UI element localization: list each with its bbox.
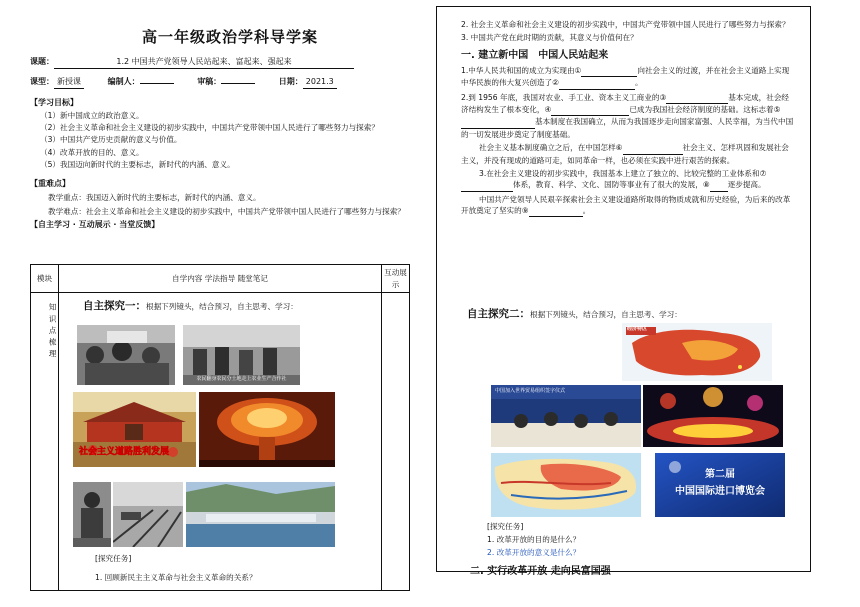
photo-caption-land: 农民翻身农民分土地走上农业生产合作社 <box>196 375 287 382</box>
page-title: 高一年级政治学科导学案 <box>141 28 318 46</box>
photo-zone-label: 经济特区 <box>627 326 648 332</box>
photo-wto-text: 中国加入世界贸易组织签字仪式 <box>495 388 566 394</box>
col-content-header: 自学内容 学法指导 随堂笔记 <box>59 265 382 292</box>
interact-cell <box>382 293 409 590</box>
photo-fireworks-stadium <box>643 385 783 447</box>
study-table <box>30 264 410 591</box>
section-heading-2: 二. 实行改革开放 走向民富国强 <box>470 566 611 577</box>
blank-8 <box>710 179 728 191</box>
photo-dam-reservoir <box>186 482 335 547</box>
fill-paragraph-2: 2.到 1956 年底，我国对农业、手工业、资本主义工商业的③ 基本完成，社会经济结构发生了根本变化，④ 已成为我国社会经济制度的基础。这标志着⑤ 基本制度在我国确立，从而为我国逐步走向国家富强、人民幸福，为当代中国的一切发展进步奠定了制度基础。 <box>461 92 794 139</box>
photo-land-reform-crowd <box>77 325 175 385</box>
photo-special-zone-map <box>622 323 772 381</box>
explore-two-title: 自主探究二：根据下列镜头，结合预习，自主思考、学习： <box>467 308 682 320</box>
goals-heading: 【学习目标】 <box>30 97 78 107</box>
blank-1 <box>581 65 637 77</box>
explore-one-title: 自主探究一：根据下列镜头，结合预习，自主思考、学习： <box>83 300 298 312</box>
goal-item: （2）社会主义革命和社会主义建设的初步实践中，中国共产党带领中国人民进行了哪些努力与探索？ <box>40 122 379 132</box>
photo-railway-yard <box>113 482 183 547</box>
col-interact-header: 互动展示 <box>384 268 407 289</box>
course-info-line: 课型： 新授课 编制人： 审稿： 日期： 2021.3 <box>30 76 430 89</box>
reviewer-blank <box>221 83 255 84</box>
goal-item: （3）中国共产党历史贡献的意义与价值。 <box>40 135 182 145</box>
course-type-value: 新授课 <box>54 76 84 89</box>
table-header <box>31 265 409 293</box>
right-column <box>436 6 836 596</box>
explore-task-1: 1. 回顾新民主主义革命与社会主义革命的关系？ <box>95 573 257 582</box>
key-points-heading: 【重难点】 <box>30 179 70 189</box>
col-module-header: 模块 <box>31 265 59 292</box>
module-name: 知识点梳理 <box>31 293 59 590</box>
right-content-box <box>436 6 811 572</box>
fill-paragraph-1: 1.中华人民共和国的成立为实现由① 向社会主义的过渡，并在社会主义道路上实现中华民族的伟大复兴创造了② 。 <box>461 65 796 90</box>
editor-blank <box>140 83 174 84</box>
table-body <box>31 293 409 590</box>
blank-5 <box>461 116 535 128</box>
photo-import-expo <box>655 453 785 517</box>
photo-wto-signing <box>491 385 641 447</box>
teaching-difficulty: 教学难点：社会主义革命和社会主义建设的初步实践中，中国共产党带领中国人民进行了哪些努力与探索？ <box>48 206 405 216</box>
topic-value: 1.2 中国共产党领导人民站起来、富起来、强起来 <box>54 56 354 69</box>
photo-tiananmen-ceremony <box>73 392 196 467</box>
explore2-task-label: [探究任务] <box>487 522 524 531</box>
photo-belt-road-map <box>491 453 641 517</box>
fill-paragraph-4: 中国共产党领导人民艰辛探索社会主义建设道路所取得的物质成就和历史经验，为后来的改革开放奠定了坚实的⑨ 。 <box>461 194 796 218</box>
blank-7 <box>461 179 513 191</box>
question-2: 2. 社会主义革命和社会主义建设的初步实践中，中国共产党带领中国人民进行了哪些努力与探索？ <box>461 20 790 29</box>
photo-nuclear-test <box>199 392 335 467</box>
photo-farmers-cooperative <box>183 325 300 385</box>
topic-line: 课题： 1.2 中国共产党领导人民站起来、富起来、强起来 <box>30 56 430 69</box>
blank-6 <box>623 142 683 154</box>
photo-banner-text: 社会主义道路胜利发展 <box>79 446 170 457</box>
goal-item: （5）我国迈向新时代的主要标志，新时代的内涵、意义。 <box>40 160 235 170</box>
explore2-task-2: 2. 改革开放的意义是什么？ <box>487 548 581 557</box>
left-column <box>30 6 430 601</box>
photo-expo-line1: 第二届 <box>705 469 735 480</box>
question-3: 3. 中国共产党在此时期的贡献，其意义与价值何在？ <box>461 33 638 43</box>
blank-9 <box>529 205 583 217</box>
blank-4 <box>551 104 629 116</box>
blank-2 <box>559 77 635 89</box>
teaching-focus: 教学重点：我国迈入新时代的主要标志，新时代的内涵、意义。 <box>48 193 261 203</box>
goal-item: （1）新中国成立的政治意义。 <box>40 110 144 120</box>
fill-paragraph-3: 3.在社会主义建设的初步实践中，我国基本上建立了独立的、比较完整的工业体系和⑦ 体系，教育、科学、文化、国防等事业有了很大的发展，⑧ 逐步提高。 <box>461 168 796 192</box>
section-bar: 【自主学习 · 互动展示 · 当堂反馈】 <box>30 220 160 230</box>
right-text-block <box>437 7 810 217</box>
section-heading-1: 一. 建立新中国 中国人民站起来 <box>461 49 609 61</box>
fill-paragraph-2b: 社会主义基本制度确立之后，在中国怎样⑥ 社会主义、怎样巩固和发展社会主义，并没有现成的道路可走，如同革命一样，也必须在实践中进行艰苦的探索。 <box>461 143 789 165</box>
goal-item: （4）改革开放的目的、意义。 <box>40 147 144 157</box>
blank-3 <box>666 92 728 104</box>
photo-oil-worker <box>73 482 111 547</box>
explore-task-label: [探究任务] <box>95 554 132 563</box>
date-value: 2021.3 <box>303 76 337 89</box>
content-cell <box>59 293 382 590</box>
photo-expo-line2: 中国国际进口博览会 <box>675 486 765 497</box>
explore2-task-1: 1. 改革开放的目的是什么？ <box>487 535 581 544</box>
